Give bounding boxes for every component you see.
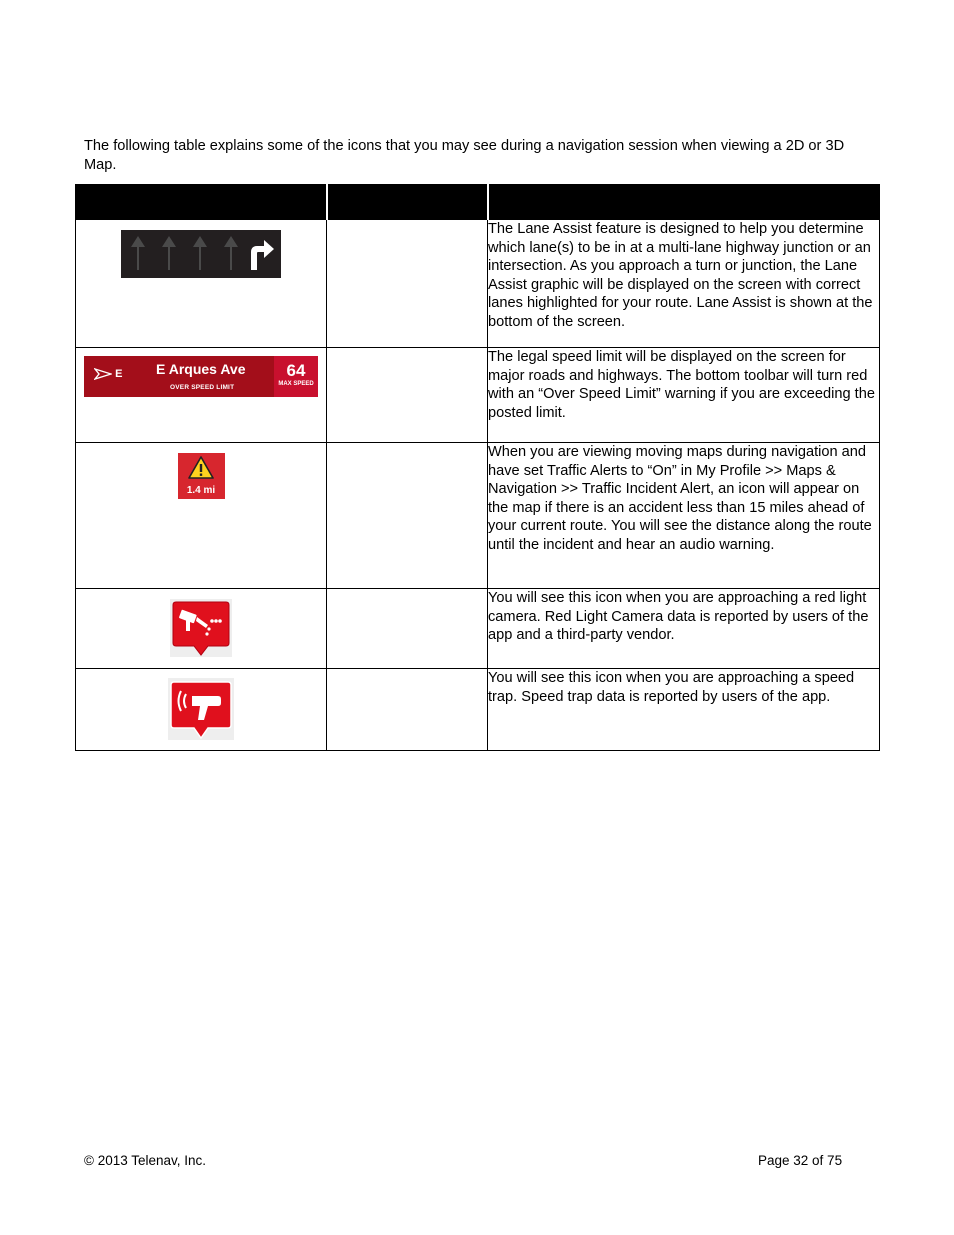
- header-name: [327, 185, 488, 220]
- icon-cell: [76, 589, 327, 669]
- speed-trap-icon: [168, 678, 234, 745]
- incident-distance: 1.4 mi: [186, 485, 216, 496]
- speed-limit-box: [274, 356, 318, 397]
- header-icon: [76, 185, 327, 220]
- icon-cell: [76, 443, 327, 589]
- over-speed-label: OVER SPEED LIMIT: [170, 384, 235, 391]
- table-row: [76, 589, 880, 669]
- description-cell: When you are viewing moving maps during navigation and have set Traffic Alerts to “On” in My Profile >> Maps & Navigation >> Traffic Incident Alert, an icon will appear on the map if there is an accident less than 15 miles ahead of your current route. You will see the distance along the route until the incident and hear an audio warning.: [488, 443, 880, 589]
- direction-label: E: [115, 368, 123, 380]
- street-name: E Arques Ave: [156, 361, 246, 377]
- footer-copyright: © 2013 Telenav, Inc.: [84, 1153, 207, 1168]
- icon-cell: [76, 220, 327, 348]
- name-cell: [327, 443, 488, 589]
- header-description: [488, 185, 880, 220]
- description-cell: The legal speed limit will be displayed on the screen for major roads and highways. The bottom toolbar will turn red with an “Over Speed Limit” warning if you are exceeding the posted limit.: [488, 348, 880, 443]
- description-cell: You will see this icon when you are approaching a speed trap. Speed trap data is reported by users of the app.: [488, 669, 880, 751]
- lane-assist-icon: [121, 230, 281, 278]
- speed-limit-value: 64: [286, 361, 306, 380]
- description-cell: The Lane Assist feature is designed to help you determine which lane(s) to be in at a multi-lane highway junction or an intersection. As you approach a turn or junction, the Lane Assist graphic will be displayed on the screen with correct lanes highlighted for your route. Lane Assist is shown at the bottom of the screen.: [488, 220, 880, 348]
- table-row: [76, 348, 880, 443]
- icon-cell: [76, 669, 327, 751]
- table-row: [76, 669, 880, 751]
- warning-triangle-icon: [188, 456, 214, 480]
- table-header-row: [76, 185, 880, 220]
- direction-indicator: [94, 368, 122, 380]
- heading-arrow-icon: [94, 368, 112, 380]
- table-row: [76, 443, 880, 589]
- max-speed-label: MAX SPEED: [278, 381, 314, 387]
- icon-cell: [76, 348, 327, 443]
- intro-paragraph: The following table explains some of the icons that you may see during a navigation session when viewing a 2D or 3D Map.: [84, 138, 845, 173]
- traffic-alert-icon: [178, 453, 225, 499]
- name-cell: [327, 589, 488, 669]
- name-cell: [327, 348, 488, 443]
- table-row: [76, 220, 880, 348]
- red-light-camera-icon: [170, 599, 232, 663]
- speed-limit-bar: [84, 356, 318, 397]
- footer-page-number: Page 32 of 75: [758, 1153, 843, 1168]
- description-cell: You will see this icon when you are approaching a red light camera. Red Light Camera data is reported by users of the app and a third-party vendor.: [488, 589, 880, 669]
- name-cell: [327, 669, 488, 751]
- name-cell: [327, 220, 488, 348]
- icon-table: [75, 184, 880, 751]
